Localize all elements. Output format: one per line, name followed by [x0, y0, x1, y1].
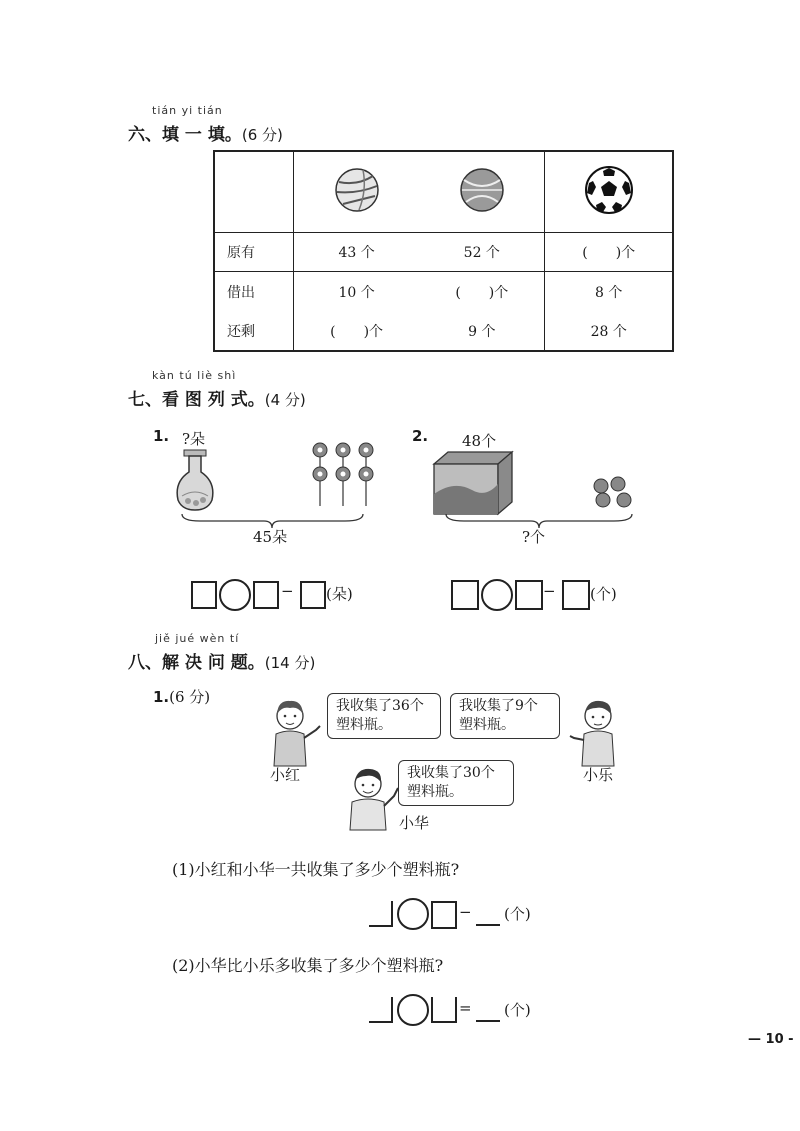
- volleyball-icon: [333, 166, 381, 214]
- table-header-row: [214, 151, 673, 233]
- sub-question-1: (1)小红和小华一共收集了多少个塑料瓶?: [172, 860, 460, 879]
- boy-xiaole-icon: [566, 696, 626, 768]
- section8-title-text: 八、解 决 问 题。: [128, 653, 265, 673]
- section6-score: (6 分): [241, 126, 283, 144]
- girl-xiaohong-icon: [264, 696, 324, 768]
- page-number: — 10 -: [748, 1032, 794, 1047]
- row-label: 原有: [214, 233, 294, 272]
- name-xiaohua: 小华: [399, 814, 430, 832]
- total-unknown-label: ?个: [522, 528, 546, 546]
- section6-pinyin: tián yi tián: [152, 104, 223, 117]
- table-cell: 9 个: [468, 323, 496, 340]
- table-cell: 10 个: [294, 272, 420, 312]
- operator-circle[interactable]: [219, 579, 251, 611]
- boy-xiaohua-icon: [342, 766, 402, 832]
- answer-line[interactable]: [476, 900, 500, 926]
- table-cell: 52 个: [419, 233, 545, 272]
- question-number: [153, 686, 210, 707]
- answer-line[interactable]: [476, 996, 500, 1022]
- sub-question-2: (2)小华比小乐多收集了多少个塑料瓶?: [172, 956, 444, 975]
- table-row: [214, 311, 673, 351]
- table-cell: 43 个: [294, 233, 420, 272]
- answer-box[interactable]: [369, 901, 393, 927]
- basketball-cell: [419, 151, 545, 233]
- volleyball-cell: [294, 151, 420, 233]
- fill-table: [213, 150, 674, 352]
- answer-blank-cell[interactable]: ( )个: [294, 311, 420, 351]
- operator-circle[interactable]: [481, 579, 513, 611]
- question-score: (6 分): [169, 688, 211, 706]
- vase-icon: [170, 448, 230, 513]
- unit-label: (个): [504, 1001, 531, 1019]
- speech-bubble-xiaohua: 我收集了30个塑料瓶。: [398, 760, 514, 806]
- section7-title: [128, 385, 306, 410]
- answer-box[interactable]: [431, 997, 457, 1023]
- question-number: 2.: [412, 427, 429, 445]
- name-xiaohong: 小红: [270, 766, 301, 784]
- answer-box[interactable]: [253, 581, 279, 609]
- answer-box[interactable]: [369, 997, 393, 1023]
- answer-blank-cell[interactable]: ( )个: [455, 284, 509, 301]
- soccer-ball-cell: [545, 151, 673, 233]
- name-xiaole: 小乐: [583, 766, 614, 784]
- box-count-label: 48个: [462, 432, 497, 450]
- speech-bubble-xiaohong: 我收集了36个塑料瓶。: [327, 693, 441, 739]
- answer-blank-cell[interactable]: ( )个: [545, 233, 673, 272]
- section6-title: [128, 120, 283, 145]
- answer-box[interactable]: [300, 581, 326, 609]
- section7-pinyin: kàn tú liè shì: [152, 369, 237, 382]
- unit-label: (个): [504, 905, 531, 923]
- section8-score: (14 分): [264, 654, 316, 672]
- answer-box[interactable]: [191, 581, 217, 609]
- answer-box[interactable]: [515, 580, 543, 610]
- row-label: 还剩: [227, 323, 255, 340]
- soccer-ball-icon: [584, 165, 634, 215]
- section7-title-text: 七、看 图 列 式。: [128, 390, 265, 410]
- section7-score: (4 分): [264, 391, 306, 409]
- equals-sign: =: [459, 999, 472, 1017]
- flower-total-label: 45朵: [253, 528, 288, 546]
- answer-box[interactable]: [451, 580, 479, 610]
- unit-label: (个): [590, 585, 617, 603]
- row-label: 借出: [227, 284, 255, 301]
- table-corner-cell: [214, 151, 294, 233]
- table-row: [214, 272, 673, 312]
- section8-title: [128, 648, 315, 673]
- minus-sign: −: [543, 582, 556, 600]
- answer-box[interactable]: [562, 580, 590, 610]
- box-icon: [430, 450, 516, 516]
- unit-label: (朵): [326, 585, 353, 603]
- operator-circle[interactable]: [397, 994, 429, 1026]
- question-number-text: 1.: [153, 688, 170, 706]
- equals-sign: −: [459, 903, 472, 921]
- flowers-icon: [308, 440, 378, 510]
- section8-pinyin: jiě jué wèn tí: [155, 632, 240, 645]
- speech-bubble-xiaole: 我收集了9个塑料瓶。: [450, 693, 560, 739]
- minus-sign: −: [281, 582, 294, 600]
- balls-icon: [588, 476, 636, 510]
- table-cell: 28 个: [545, 311, 673, 351]
- flower-unknown-label: ?朵: [182, 430, 206, 448]
- table-cell: 8 个: [545, 272, 673, 312]
- section6-title-text: 六、填 一 填。: [128, 125, 242, 145]
- table-row: [214, 233, 673, 272]
- basketball-icon: [458, 166, 506, 214]
- answer-box[interactable]: [431, 901, 457, 929]
- question-number: 1.: [153, 427, 170, 445]
- operator-circle[interactable]: [397, 898, 429, 930]
